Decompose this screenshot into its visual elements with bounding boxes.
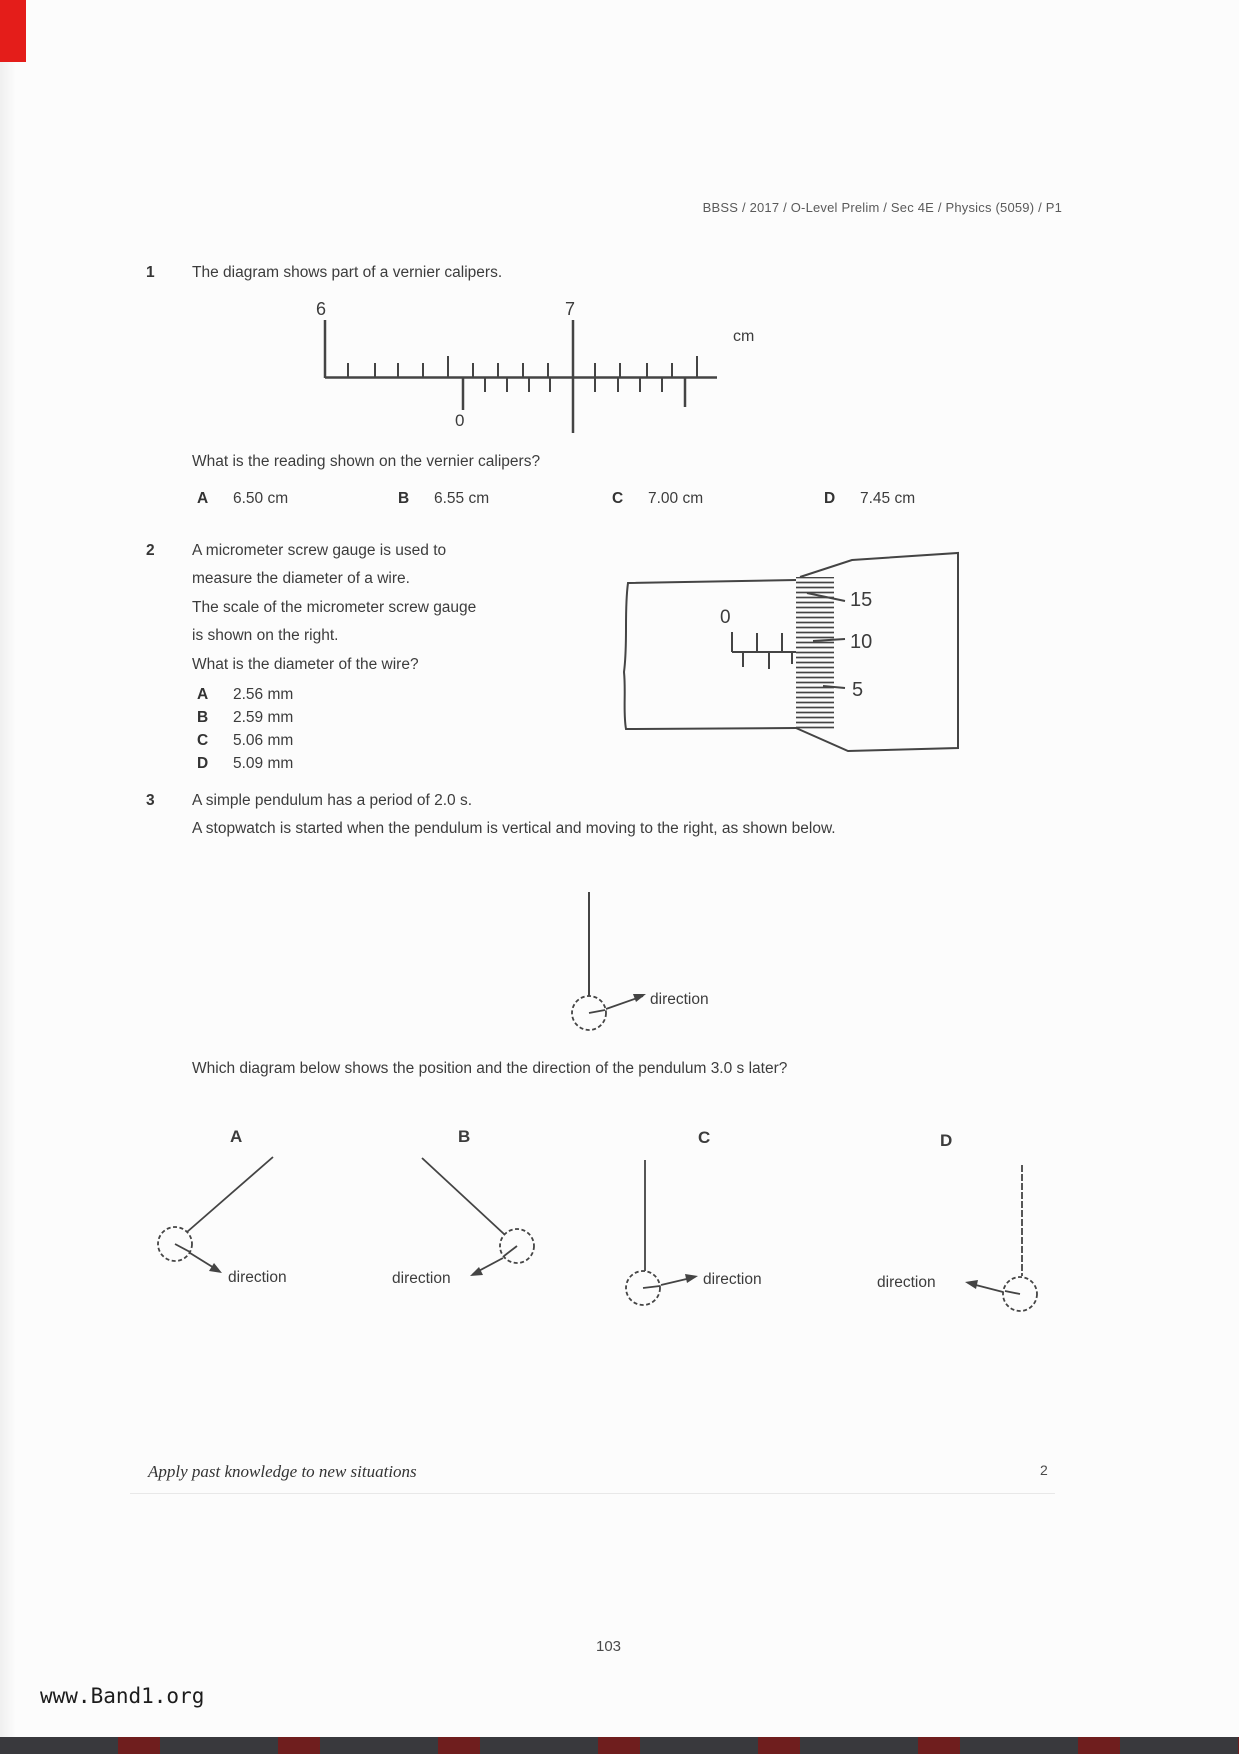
footer-rule [130,1493,1055,1494]
footer-motto: Apply past knowledge to new situations [148,1462,417,1481]
q1-option-a-letter: A [197,490,209,507]
q2-para2-line1: The scale of the micrometer screw gauge [192,599,477,616]
pendulum-shape [572,892,643,1030]
sleeve-zero-label: 0 [720,607,731,628]
direction-label-d: direction [877,1274,936,1291]
q2-option-d-letter: D [197,755,209,772]
q3-option-d-letter: D [940,1131,953,1150]
q2-para2-line2: is shown on the right. [192,627,339,644]
q3-option-a-diagram [140,1115,370,1310]
pendulum-shape-a [158,1157,273,1271]
thimble-label-5: 5 [852,679,864,701]
q3-number: 3 [146,792,155,809]
q1-number: 1 [146,264,155,281]
q2-question: What is the diameter of the wire? [192,656,419,673]
q2-option-c-letter: C [197,732,209,749]
watermark-url: www.Band1.org [40,1684,205,1708]
unit-label-cm: cm [733,328,755,345]
direction-arrowhead-a [209,1263,222,1273]
direction-arrowhead-d [965,1280,978,1289]
q2-number: 2 [146,542,155,559]
sleeve-outline [624,580,796,729]
pendulum-shape-b [422,1158,534,1274]
q3-stem-line2: A stopwatch is started when the pendulum is vertical and moving to the right, as shown below. [192,820,836,837]
q2-option-b-letter: B [197,709,209,726]
pendulum-initial-diagram [540,880,800,1045]
vernier-calipers-diagram [280,285,770,445]
main-scale-label-7: 7 [565,299,576,319]
sheet-number: 103 [596,1638,622,1655]
main-scale-label-6: 6 [316,299,327,319]
q3-option-b-diagram [370,1115,600,1310]
q3-option-c-letter: C [698,1128,711,1147]
q1-option-b-value: 6.55 cm [434,490,490,507]
thimble-label-10: 10 [850,631,873,653]
q1-question: What is the reading shown on the vernier calipers? [192,453,541,470]
direction-label-b: direction [392,1270,451,1287]
direction-label-a: direction [228,1269,287,1286]
direction-arrowhead [633,994,646,1002]
q2-option-d-value: 5.09 mm [233,755,294,772]
q2-option-a-letter: A [197,686,209,703]
q3-question: Which diagram below shows the position and the direction of the pendulum 3.0 s later? [192,1060,788,1077]
vernier-zero-label: 0 [455,411,465,430]
q1-option-c-value: 7.00 cm [648,490,704,507]
thimble-hatching [796,577,834,730]
main-scale [325,320,717,433]
red-corner-mark [0,0,26,62]
pendulum-shape-d [968,1165,1037,1311]
q3-option-b-letter: B [458,1127,471,1146]
thimble-label-15: 15 [850,589,873,611]
q2-option-c-value: 5.06 mm [233,732,294,749]
q1-option-c-letter: C [612,490,624,507]
q1-option-b-letter: B [398,490,410,507]
q3-option-a-letter: A [230,1127,243,1146]
direction-arrowhead-c [685,1274,698,1283]
direction-label: direction [650,991,709,1008]
q3-stem-line1: A simple pendulum has a period of 2.0 s. [192,792,473,809]
q3-option-d-diagram [865,1112,1105,1322]
sleeve-scale [732,632,796,669]
micrometer-screw-gauge-diagram [600,540,1000,770]
direction-label-c: direction [703,1271,762,1288]
footer-page-number: 2 [1040,1462,1048,1478]
exam-header: BBSS / 2017 / O-Level Prelim / Sec 4E / Physics (5059) / P1 [702,200,1062,215]
q2-para1-line1: A micrometer screw gauge is used to [192,542,447,559]
q2-option-b-value: 2.59 mm [233,709,294,726]
q1-stem: The diagram shows part of a vernier calipers. [192,264,503,281]
q1-option-d-letter: D [824,490,836,507]
q2-option-a-value: 2.56 mm [233,686,294,703]
q1-option-a-value: 6.50 cm [233,490,289,507]
bottom-scan-bar [0,1737,1239,1754]
q3-option-c-diagram [600,1112,835,1317]
pendulum-shape-c [626,1160,695,1305]
q2-para1-line2: measure the diameter of a wire. [192,570,410,587]
direction-arrowhead-b [470,1267,483,1276]
q1-option-d-value: 7.45 cm [860,490,916,507]
scan-edge-shading [0,0,16,1754]
